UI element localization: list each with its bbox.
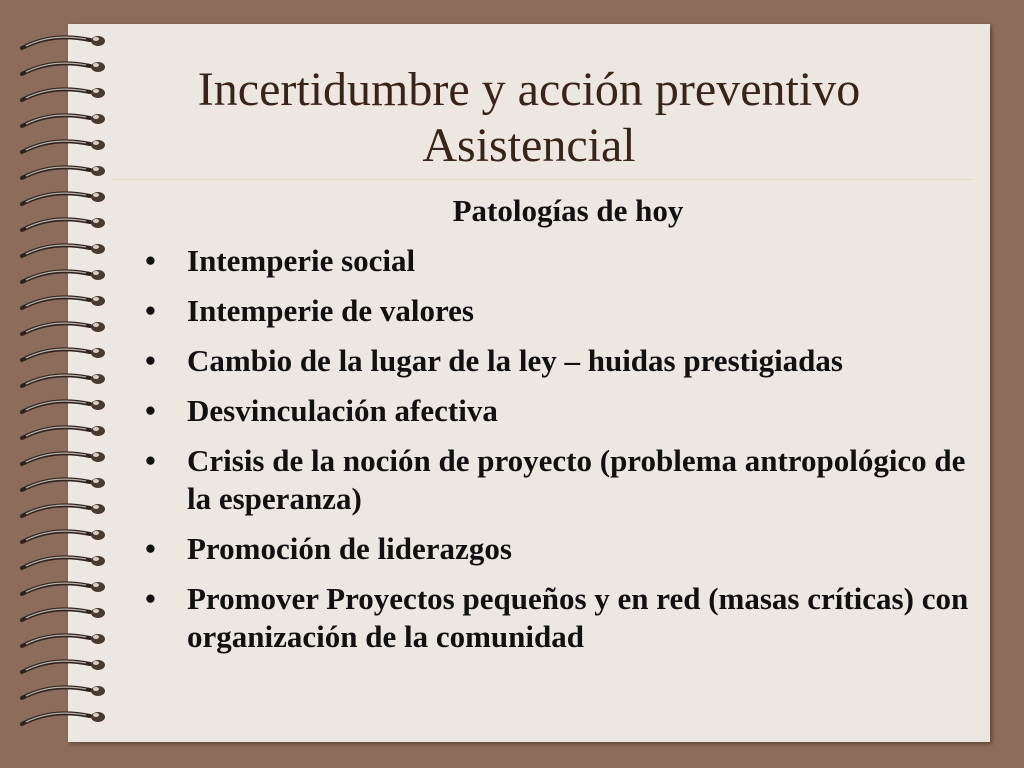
bullet-text: Desvinculación afectiva: [187, 393, 498, 428]
list-item: [145, 530, 990, 568]
bullet-text: Crisis de la noción de proyecto (problema antropológico de la esperanza): [187, 443, 966, 516]
subtitle: Patologías de hoy: [452, 193, 684, 228]
bullet-icon: •: [145, 293, 156, 328]
list-item: [145, 392, 990, 430]
bullet-icon: •: [145, 343, 156, 378]
bullet-icon: •: [145, 243, 156, 278]
bullet-icon: •: [145, 393, 156, 428]
list-item: [145, 242, 990, 280]
bullet-text: Cambio de la lugar de la ley – huidas prestigiadas: [187, 343, 843, 378]
bullet-icon: •: [145, 581, 156, 616]
bullet-text: Intemperie social: [187, 243, 416, 278]
title-line-1: Incertidumbre y acción preventivo: [197, 63, 861, 117]
bullet-text: Promover Proyectos pequeños y en red (masas críticas) con organización de la comunidad: [187, 581, 969, 654]
title-line-2: Asistencial: [422, 119, 636, 173]
bullet-icon: •: [145, 443, 156, 478]
slide-title: [68, 62, 990, 174]
list-item: [145, 292, 990, 330]
bullet-list: [145, 242, 990, 668]
bullet-text: Promoción de liderazgos: [187, 531, 512, 566]
title-divider: [112, 179, 972, 180]
bullet-text: Intemperie de valores: [187, 293, 474, 328]
list-item: [145, 442, 990, 518]
list-item: [145, 580, 990, 656]
bullet-icon: •: [145, 531, 156, 566]
list-item: [145, 342, 990, 380]
